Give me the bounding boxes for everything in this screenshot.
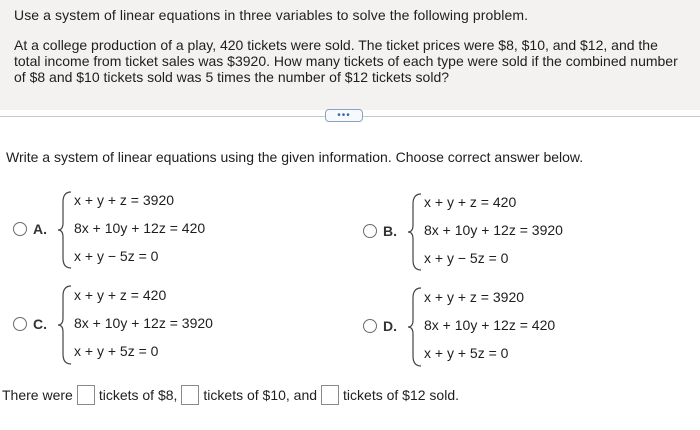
option-c-equation-3: x + y + 5z = 0 xyxy=(74,343,159,359)
option-a-brace xyxy=(58,190,74,270)
answer-text-10-dollar: tickets of $10, and xyxy=(203,387,318,403)
option-a-radio[interactable] xyxy=(13,222,27,236)
answer-input-12-dollar[interactable] xyxy=(321,385,339,405)
option-d-equation-3: x + y + 5z = 0 xyxy=(424,345,509,361)
option-a-equation-2: 8x + 10y + 12z = 420 xyxy=(74,220,206,236)
option-c-radio[interactable] xyxy=(13,317,27,331)
option-b-equation-1: x + y + z = 420 xyxy=(424,194,517,210)
option-a-letter: A. xyxy=(33,221,47,237)
option-b-radio[interactable] xyxy=(363,224,377,238)
problem-instruction: Use a system of linear equations in three variables to solve the following problem. xyxy=(14,7,529,23)
option-a-equation-3: x + y − 5z = 0 xyxy=(74,248,159,264)
option-b-equation-3: x + y − 5z = 0 xyxy=(424,250,509,266)
option-b-letter: B. xyxy=(383,223,397,239)
option-c-equation-1: x + y + z = 420 xyxy=(74,287,167,303)
option-d-equation-2: 8x + 10y + 12z = 420 xyxy=(424,317,556,333)
option-a-equation-1: x + y + z = 3920 xyxy=(74,192,175,208)
answer-sentence xyxy=(2,385,459,405)
option-d-equation-1: x + y + z = 3920 xyxy=(424,289,525,305)
option-b-equation-2: 8x + 10y + 12z = 3920 xyxy=(424,222,563,238)
problem-panel xyxy=(0,0,700,110)
answer-input-8-dollar[interactable] xyxy=(77,385,95,405)
option-b-brace xyxy=(408,192,424,272)
expand-more-button[interactable]: ••• xyxy=(325,109,363,122)
answer-prefix: There were xyxy=(2,387,73,403)
option-c-letter: C. xyxy=(33,316,47,332)
answer-input-10-dollar[interactable] xyxy=(181,385,199,405)
option-c-equation-2: 8x + 10y + 12z = 3920 xyxy=(74,315,213,331)
option-c-brace xyxy=(58,284,74,366)
option-d-brace xyxy=(408,286,424,368)
answer-text-8-dollar: tickets of $8, xyxy=(98,387,178,403)
option-d-radio[interactable] xyxy=(363,319,377,333)
question-prompt: Write a system of linear equations using the given information. Choose correct answer below. xyxy=(6,149,584,165)
answer-text-12-dollar: tickets of $12 sold. xyxy=(343,387,459,403)
option-d-letter: D. xyxy=(383,318,397,334)
problem-statement: At a college production of a play, 420 tickets were sold. The ticket prices were $8, $10, and $12, and the total income from ticket sales was $3920. How many tickets of each type were sold if the combined number of $8 and $10 tickets sold was 5 times the number of $12 tickets sold? xyxy=(14,37,678,85)
